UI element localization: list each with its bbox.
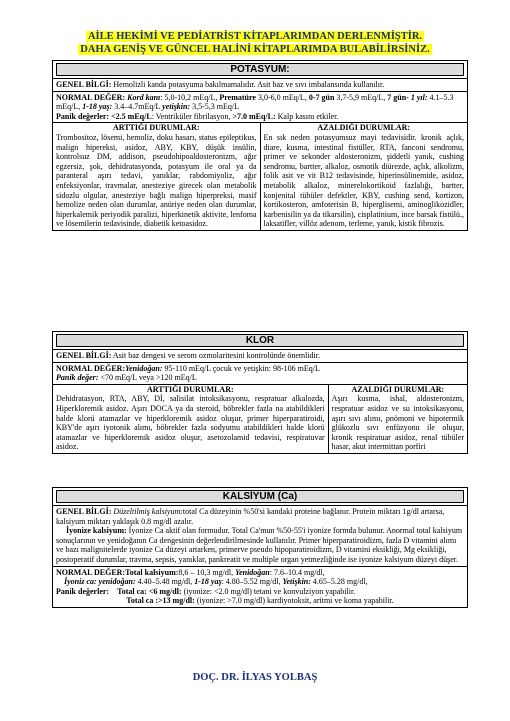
column-heading: ARTTIĞI DURUMLAR: bbox=[147, 384, 234, 394]
text: 95-110 mEq/L çocuk ve yetişkin: 98-106 mEq/L bbox=[162, 363, 320, 373]
text: Yenidoğan bbox=[235, 567, 270, 577]
column-text: Aşırı kusma, ishal, aldosteronizm, respratuar asidoz ve su intoksikasyonu, aşırı sıvı alımı, pnömoni ve hipotermik glükozlu sıvı enfüzyonu ile oluşur, kronik respiratuar asidoz, renal tübüler hasar, akut intermittan porfiri bbox=[331, 394, 464, 452]
text: 4.1–5.3 mEq/L, bbox=[56, 92, 454, 112]
text: >7.0 mEq/L: bbox=[232, 111, 276, 121]
text: İyoniz ca: yenidoğan: bbox=[64, 577, 136, 587]
text: 4.65–5.28 mg/dl, bbox=[310, 577, 368, 587]
text: Yetişkin: bbox=[282, 577, 311, 587]
text: 1-18 yaş: bbox=[82, 102, 113, 112]
text: yetişkin: bbox=[162, 102, 191, 112]
klor-section bbox=[52, 331, 468, 454]
header-line-2: DAHA GENİŞ VE GÜNCEL HALİNİ KİTAPLARIMDA BULABİLİRSİNİZ. bbox=[80, 44, 430, 55]
label: Panik değer: bbox=[56, 373, 99, 383]
text: : 4.80–5.52 mg/dl, bbox=[221, 577, 283, 587]
text: <2.5 mEq/L bbox=[109, 111, 152, 121]
kalsiyum-section bbox=[52, 487, 468, 608]
text: (iyonize: <2.0 mg/dl) tetani ve konvulziyon yapabilir. bbox=[181, 586, 356, 596]
text: Düzeltilmiş kalsiyum: bbox=[111, 507, 183, 516]
text: Asit baz dengesi ve serom ozmolaritesini kontrolünde önemlidir. bbox=[111, 351, 320, 360]
text: (iyonize: >7.0 mg/dl) kardiyotoksit, aritmi ve koma yapabilir. bbox=[194, 596, 394, 606]
general-info bbox=[53, 505, 467, 566]
text: Prematüre bbox=[219, 92, 256, 102]
section-title: KLOR bbox=[56, 334, 464, 347]
text: 1 yıl: bbox=[410, 92, 428, 102]
conditions-columns bbox=[53, 122, 467, 230]
normal-values bbox=[53, 91, 467, 123]
text: 1-18 yaş bbox=[194, 577, 222, 587]
general-info bbox=[53, 78, 467, 91]
text: : 7.6–10.4 mg/dl, bbox=[269, 567, 325, 577]
label: GENEL BİLGİ: bbox=[56, 80, 112, 89]
general-info bbox=[53, 349, 467, 362]
normal-values bbox=[53, 566, 467, 607]
text: Kalp kasını etkiler. bbox=[275, 111, 339, 121]
column-text: Trombositoz, lösemi, hemoliz, doku hasarı, status epileptikus, malign hipereksi, asidoz, ABY, KBY, düşük insülin, kontrolsuz DM, addison, pseudohipoaldosteronizm, ağır egzersiz, şok, dehidratasyonda, potasyum ile oral ya da paranteral aşırı tedavi, yanıklar, rabdomiyoliz, ağır enfeksiyonlar, travmalar, anesteziye girecek olan metabolik sidozlu olgular, anesteziye bağlı malign hiperpreksi, masif hemolize neden olan durumlar, anüriye neden olan durumlar, hiperkalemik periyodik paralizi, hiperkinetik aktivite, lenfoma ve lösemilerin tedavisinde, diabetik ketoasidoz. bbox=[56, 132, 257, 229]
label: GENEL BİLGİ: bbox=[56, 351, 112, 360]
text: 3,0-6,0 mEq/L, bbox=[255, 92, 309, 102]
text: 4.40–5.48 mg/dl, bbox=[135, 577, 195, 587]
text: 7 gün- bbox=[387, 92, 411, 102]
text: Hemolizli kanda potasyuma bakılmamalıdır. Asit baz ve sıvı imbalansında kullanılır. bbox=[111, 80, 385, 89]
column-heading: AZALDIĞI DURUMLAR: bbox=[317, 123, 411, 133]
text: : 5,0-10,2 mEq/L, bbox=[160, 92, 220, 102]
section-title: POTASYUM: bbox=[56, 63, 464, 76]
text: 3,7-5,9 mEq/L, bbox=[334, 92, 388, 102]
text: 0-7 gün bbox=[308, 92, 335, 102]
normal-values bbox=[53, 362, 467, 384]
label: Panik değerler: bbox=[56, 111, 110, 121]
potasyum-section bbox=[52, 60, 468, 231]
text: Total kalsiyum: bbox=[125, 567, 179, 577]
header-line-1: AİLE HEKİMİ VE PEDİATRİST KİTAPLARIMDAN DERLENMİŞTİR. bbox=[87, 31, 423, 42]
column-text: En sık neden potasyumsuz mayi tedavisidir. kronik açlık, diare, kusma, intestinal fistüller, RTA, fanconi sendromu, primer ve sekonder aldosteronizm, şiddetli yanık, cushing sendromu, bartter, alkaloz, osmotik diürezde, açlık, alkolizm, folik asit ve vit B12 tedavisinde, hiperinsülinemide, asidoz, metabolik alkaloz, minerelokortikoid fazlalığı, bartter, konjenital tübüler defektler, KBY, cushing send, kortizon, kortikosteron, amfoterisin B, hiperglisemi, aminoglikozidler, karbenisilin ya da tikarsilin), cisplatinium, ince barsak fistülü., laksatifler, villöz adenom, terleme, yanık, kistik fibrozis. bbox=[263, 132, 464, 229]
text: Total ca :>13 mg/dl: bbox=[126, 596, 195, 606]
text: 8,6 – 10,3 mg/dl, bbox=[178, 567, 236, 577]
column-heading: ARTTIĞI DURUMLAR: bbox=[112, 123, 200, 133]
text: Yenidoğan: bbox=[125, 363, 163, 373]
decrease-column bbox=[328, 385, 467, 453]
page-header bbox=[0, 30, 510, 56]
label: İyonize kalsiyum: bbox=[66, 526, 127, 536]
label: GENEL BİLGİ: bbox=[56, 507, 112, 516]
increase-column bbox=[53, 385, 328, 453]
author-signature: DOÇ. DR. İLYAS YOLBAŞ bbox=[192, 672, 318, 683]
text: : Ventriküler fibrilasyon, bbox=[151, 111, 233, 121]
text: 3.4–4.7mEq/L bbox=[112, 102, 163, 112]
text: Total ca: <6 mg/dl: bbox=[117, 586, 182, 596]
conditions-columns bbox=[53, 384, 467, 453]
label: NORMAL DEĞER: bbox=[56, 92, 126, 102]
column-heading: AZALDIĞI DURUMLAR: bbox=[351, 384, 445, 394]
section-title: KALSİYUM (Ca) bbox=[56, 490, 464, 503]
label: NORMAL DEĞER: bbox=[56, 363, 126, 373]
label: Panik değerler: bbox=[56, 586, 110, 596]
column-text: Dehidratasyon, RTA, ABY, Dİ, salisilat intoksikasyonu, respratuar alkalozda, Hiperkloremik asidoz. Aşırı DOCA ya da steroid, böbrekler fazla na atabildikleri halde klorü atamazlar ve hiperkloremik asidoz oluşur, primer hiperparatiroidi, KBY'de aşırı iyotonik alımı, böbrekler fazla sodyumu atabildikleri halde klorü atamazlar ve hiperkloremik asidoz oluşur, asetozolamid tedavisi, respiratuvar asidoz. bbox=[56, 394, 325, 452]
increase-column bbox=[53, 123, 260, 230]
label: NORMAL DEĞER: bbox=[56, 567, 126, 577]
text: total Ca düzeyinin %50'si kandaki proteine bağlanır. Protein miktarı 1g/dl artarsa, kalsiyum miktarı yaklaşık 0.8 mg/dl azalır. bbox=[56, 507, 445, 526]
panic-high bbox=[56, 596, 464, 606]
text: İyonize Ca aktif olan formudur. Total Ca'mun %50-55'i iyonize formda bulunur. Anormal total kalsiyum sonuçlarının ve yenidoğanın Ca dengesinin değerlendirilmesinde kullanılır. Primer hiperparatiroidizm, fazla D vitamini alımı ve bazı malignitelerde iyonize Ca düzeyi artarken, primerve pseudo hipoparatiroidizm, D vitamini eksikliği, Mg eksikliği, postoperatif durumlar, travma, sepsis, yanıklar, pankreatit ve multiple organ yetmezliğinde ise iyonize kalsiyum düzeyi düşer. bbox=[56, 526, 463, 564]
decrease-column bbox=[260, 123, 468, 230]
text: <70 mEq/L veya >120 mEq/L bbox=[98, 373, 197, 383]
text: Kord kanı bbox=[125, 92, 161, 102]
text: 3,5-5,3 mEq/L bbox=[190, 102, 240, 112]
